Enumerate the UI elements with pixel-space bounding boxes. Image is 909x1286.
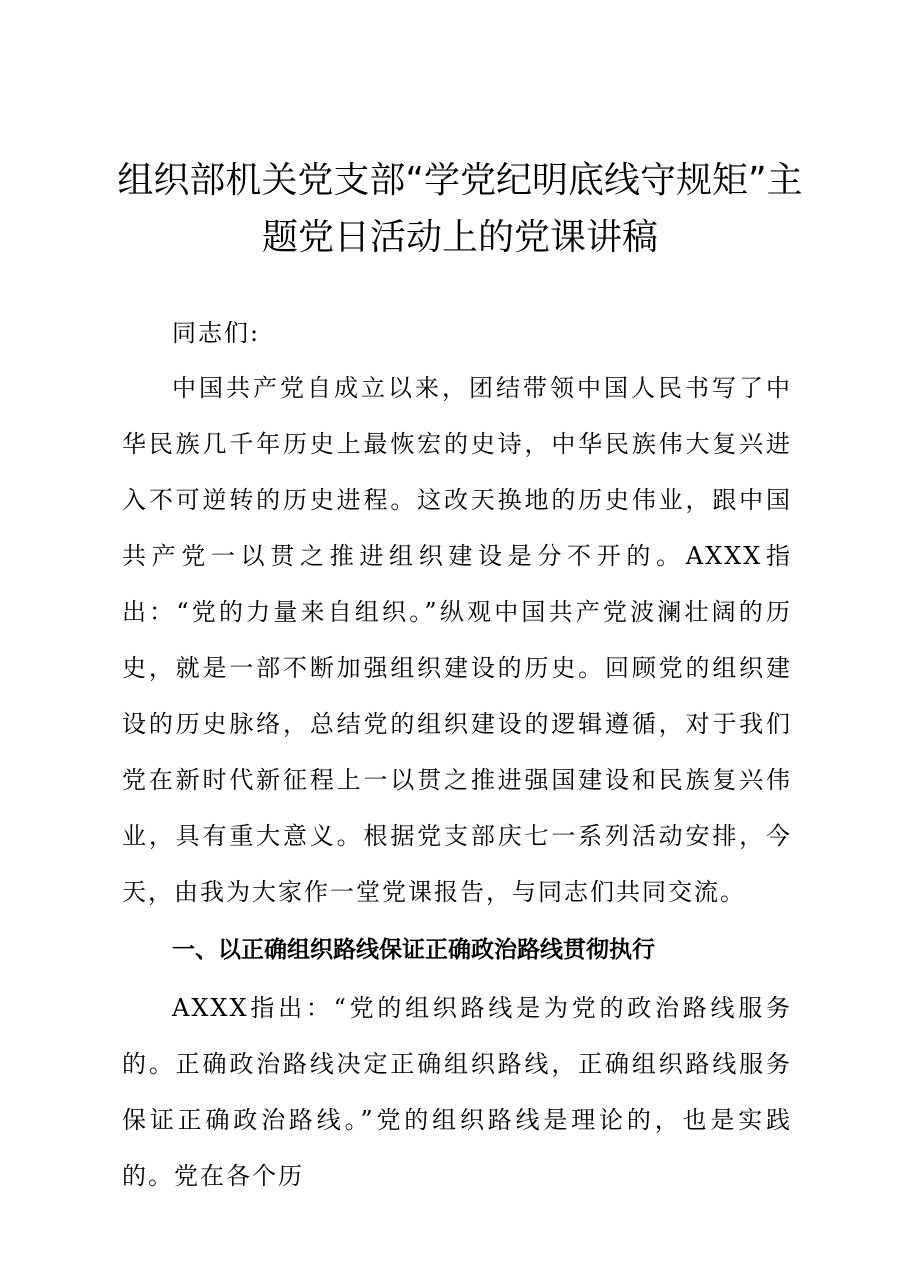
title-line-2: 题党日活动上的党课讲稿	[261, 217, 658, 258]
salutation: 同志们:	[172, 319, 261, 347]
document-title	[110, 152, 810, 266]
paragraph-intro: 中国共产党自成立以来，团结带领中国人民书写了中华民族几千年历史上最恢宏的史诗，中华民族伟大复兴进入不可逆转的历史进程。这改天换地的历史伟业，跟中国共产党一以贯之推进组织建设是分不开的。AXXX指出：“党的力量来自组织。”纵观中国共产党波澜壮阔的历史，就是一部不断加强组织建设的历史。回顾党的组织建设的历史脉络，总结党的组织建设的逻辑遵循，对于我们党在新时代新征程上一以贯之推进强国建设和民族复兴伟业，具有重大意义。根据党支部庆七一系列活动安排，今天，由我为大家作一堂党课报告，与同志们共同交流。	[122, 374, 792, 906]
paragraph-section-1: AXXX指出：“党的组织路线是为党的政治路线服务的。正确政治路线决定正确组织路线，正确组织路线服务保证正确政治路线。”党的组织路线是理论的，也是实践的。党在各个历	[122, 994, 792, 1190]
section-heading-1: 一、以正确组织路线保证正确政治路线贯彻执行	[172, 937, 655, 963]
title-line-1: 组织部机关党支部“学党纪明底线守规矩”主	[117, 160, 803, 201]
